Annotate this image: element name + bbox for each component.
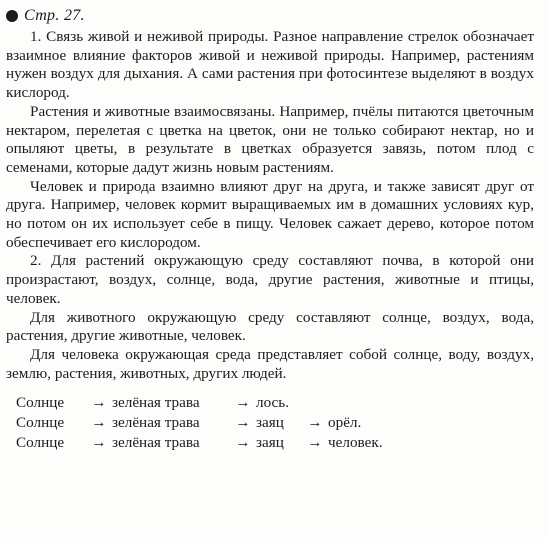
food-chain-row [16,413,534,433]
arrow-icon: → [91,394,107,412]
food-chains [6,393,534,453]
chain-item: зелёная трава [112,414,200,432]
chain-item: лось. [256,394,290,412]
paragraph: 2. Для растений окружающую среду составляют почва, в которой они произрастают, воздух, солнце, вода, другие растения, животные и птицы, человек. [6,252,534,307]
chain-item: орёл. [328,414,362,432]
answer-text [6,28,534,383]
chain-item: Солнце [16,414,65,432]
arrow-icon: → [235,434,251,452]
arrow-icon: → [235,414,251,432]
chain-item: Солнце [16,394,65,412]
paragraph: Растения и животные взаимосвязаны. Например, пчёлы питаются цветочным нектаром, перелетая с цветка на цветок, они не только собирают нектар, но и опыляют цветы, в результате в цветках образуется завязь, потом плод с семенами, которые дадут жизнь новым растениям. [6,102,534,176]
chain-item: зелёная трава [112,394,200,412]
chain-item: заяц [256,414,284,432]
page-reference: Стр. 27. [24,7,85,24]
paragraph: Для животного окружающую среду составляют солнце, воздух, вода, растения, другие животные, человек. [6,308,534,345]
paragraph: 1. Связь живой и неживой природы. Разное направление стрелок обозначает взаимное влияние факторов живой и неживой природы. Например, растениям нужен воздух для дыхания. А сами растения при фотосинтезе выделяют в воздух кислород. [6,28,534,102]
arrow-icon: → [235,394,251,412]
arrow-icon: → [307,434,323,452]
arrow-icon: → [91,434,107,452]
paragraph: Для человека окружающая среда представляет собой солнце, воду, воздух, землю, растения, животных, других людей. [6,345,534,382]
bullet-icon [6,10,18,22]
paragraph: Человек и природа взаимно влияют друг на друга, и также зависят друг от друга. Например, человек кормит выращиваемых им в домашних условиях кур, но потом он их использует себе в пищу. Человек сажает дерево, которое потом обеспечивает его кислородом. [6,177,534,251]
chain-item: заяц [256,434,284,452]
food-chain-row [16,393,534,413]
chain-item: Солнце [16,434,65,452]
page-header [6,4,534,28]
arrow-icon: → [307,414,323,432]
arrow-icon: → [91,414,107,432]
food-chain-row [16,433,534,453]
chain-item: зелёная трава [112,434,200,452]
chain-item: человек. [328,434,383,452]
